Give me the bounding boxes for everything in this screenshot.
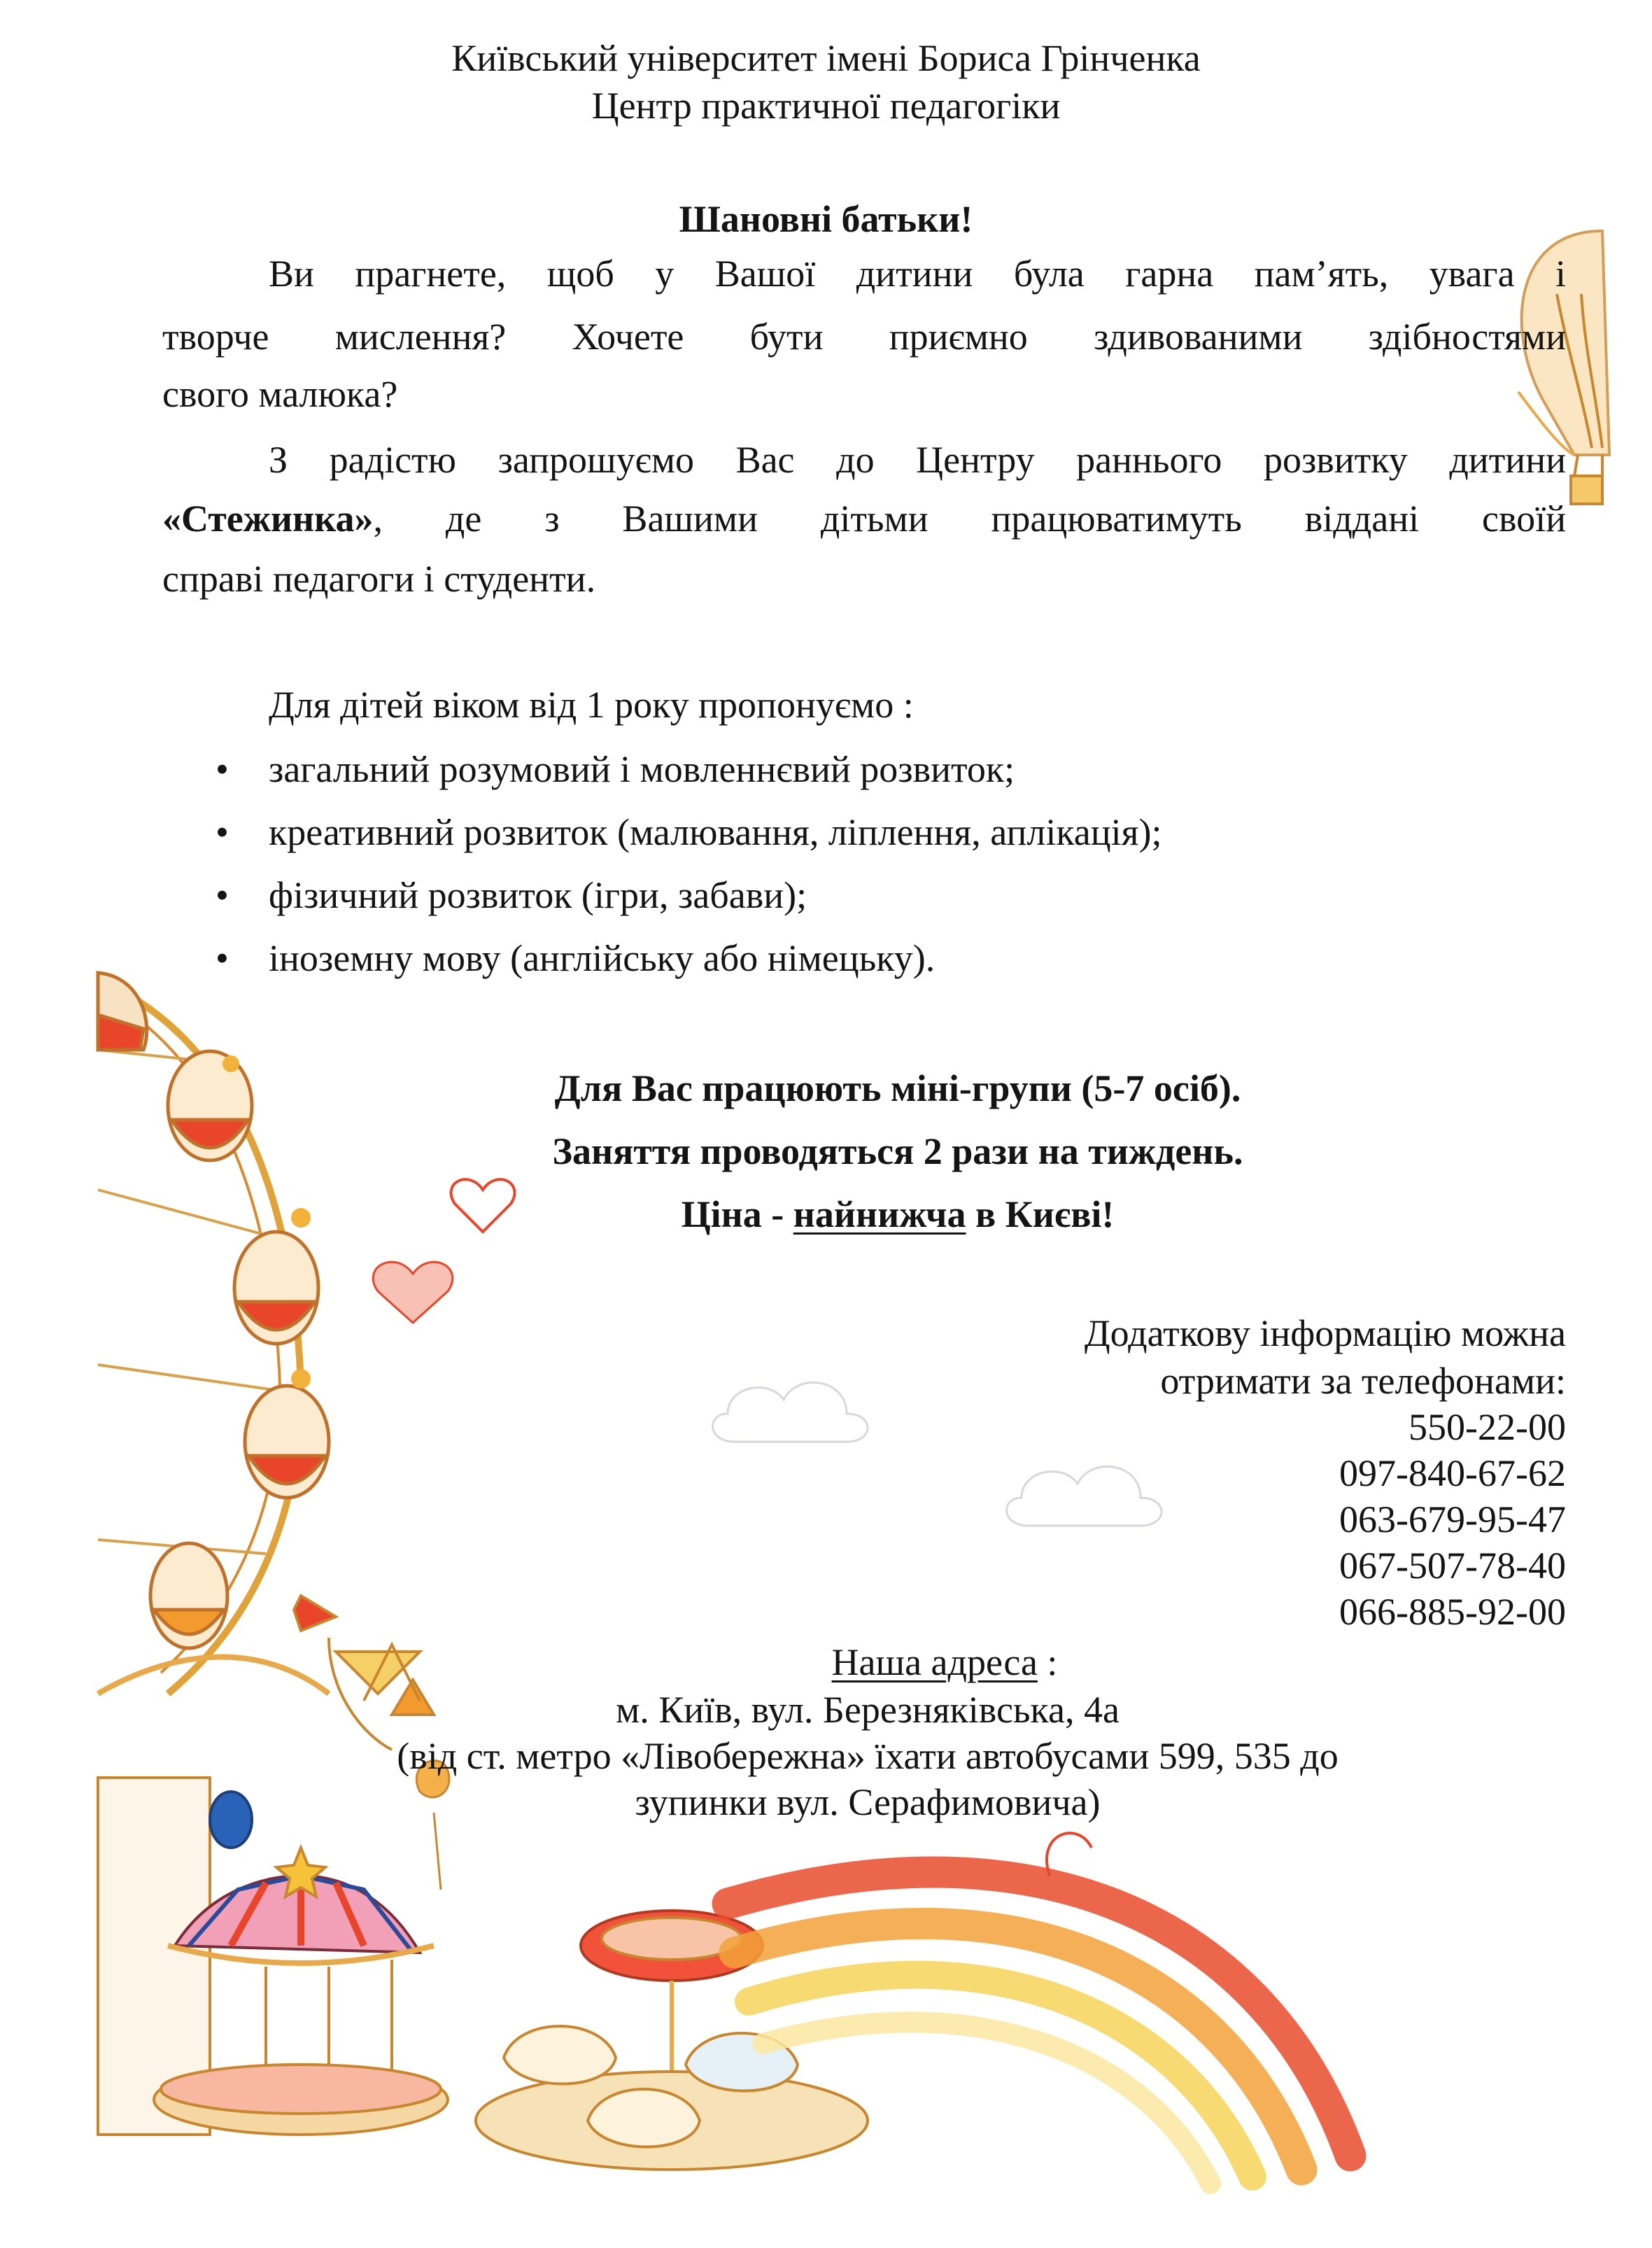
offer-heading: Для дітей віком від 1 року пропонуємо : <box>269 684 914 726</box>
curl-icon <box>1047 1833 1092 1876</box>
bullet-icon: • <box>216 874 229 916</box>
university-name: Київський університет імені Бориса Грінченка <box>451 37 1201 79</box>
contacts-line-1: Додаткову інформацію можна <box>1084 1312 1566 1354</box>
bullet-icon: • <box>216 748 229 790</box>
offer-item: креативний розвиток (малювання, ліплення, аплікація); <box>269 811 1162 853</box>
invite-line-3: справі педагоги і студенти. <box>162 558 596 600</box>
heart-icon <box>373 1262 453 1323</box>
center-title: «Стежинка» <box>162 498 374 540</box>
address-directions-2: зупинки вул. Серафимовича) <box>635 1781 1101 1823</box>
address-label <box>0 1639 1652 1685</box>
phone-number: 550-22-00 <box>1409 1406 1566 1448</box>
intro-line-2: творче мислення? Хочете бути приємно здивованими здібностями <box>162 316 1566 358</box>
schedule-info: Заняття проводяться 2 рази на тиждень. <box>552 1130 1243 1172</box>
center-name: Центр практичної педагогіки <box>591 85 1061 127</box>
offer-item: іноземну мову (англійську або німецьку). <box>269 937 936 979</box>
greeting-heading: Шановні батьки! <box>679 198 973 240</box>
price-prefix: Ціна - <box>681 1193 793 1235</box>
invite-line-1: З радістю запрошуємо Вас до Центру раннього розвитку дитини <box>269 439 1566 481</box>
phone-number: 067-507-78-40 <box>1339 1545 1566 1587</box>
phone-number: 066-885-92-00 <box>1339 1591 1566 1633</box>
address-label-suffix: : <box>1037 1641 1058 1683</box>
address-street: м. Київ, вул. Березняківська, 4а <box>616 1689 1120 1731</box>
phone-number: 063-679-95-47 <box>1339 1498 1566 1540</box>
offer-item: фізичний розвиток (ігри, забави); <box>269 874 807 916</box>
offer-item: загальний розумовий і мовленнєвий розвиток; <box>269 748 1015 790</box>
price-suffix: в Києві! <box>966 1193 1115 1235</box>
phone-number: 097-840-67-62 <box>1339 1452 1566 1494</box>
address-label-text: Наша адреса <box>831 1641 1038 1683</box>
price-emphasis: найнижча <box>793 1193 966 1235</box>
cloud-icon <box>713 1382 1162 1526</box>
price-info <box>0 1191 1652 1237</box>
intro-line-1: Ви прагнете, щоб у Вашої дитини була гарна пам’ять, увага і <box>269 253 1566 295</box>
address-directions-1: (від ст. метро «Лівобережна» їхати автобусами 599, 535 до <box>397 1735 1339 1777</box>
invite-line-2-rest: , де з Вашими дітьми працюватимуть віддані своїй <box>373 498 1566 540</box>
bullet-icon: • <box>216 937 229 979</box>
contacts-line-2: отримати за телефонами: <box>1160 1360 1566 1402</box>
bullet-icon: • <box>216 811 229 853</box>
groups-info: Для Вас працюють міні-групи (5-7 осіб). <box>554 1067 1241 1109</box>
intro-line-3: свого малюка? <box>162 373 398 415</box>
invite-line-2 <box>162 496 1566 542</box>
